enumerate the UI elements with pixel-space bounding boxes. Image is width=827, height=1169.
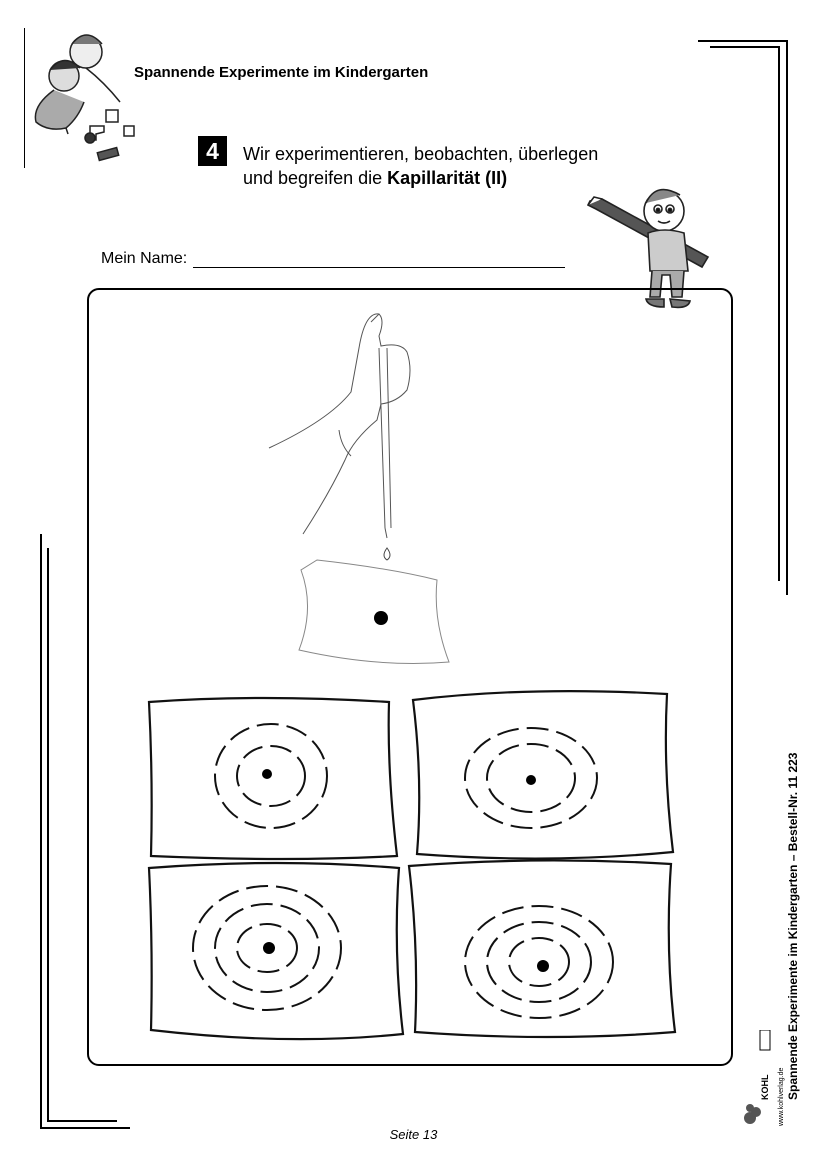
name-label: Mein Name: bbox=[101, 250, 188, 267]
worksheet-headline bbox=[243, 142, 598, 190]
publisher-logo-text: KOHL bbox=[760, 1074, 770, 1100]
ink-dot bbox=[374, 611, 388, 625]
paper-sheet bbox=[299, 560, 449, 664]
sheet-stage-4 bbox=[409, 860, 675, 1037]
name-write-line[interactable] bbox=[193, 250, 565, 268]
headline-topic: Kapillarität (II) bbox=[387, 168, 508, 188]
bottom-left-border-v1 bbox=[40, 534, 42, 1129]
publisher-url: www.kohlverlag.de bbox=[778, 1067, 785, 1126]
top-right-border-v2 bbox=[778, 46, 780, 581]
name-field bbox=[101, 250, 565, 268]
top-right-border-h2 bbox=[710, 46, 780, 48]
page-header-title: Spannende Experimente im Kindergarten bbox=[134, 64, 429, 81]
children-playing-illustration bbox=[24, 22, 136, 166]
headline-line-2: und begreifen die Kapillarität (II) bbox=[243, 168, 508, 188]
bottom-left-border-h2 bbox=[47, 1120, 117, 1122]
capillarity-experiment-illustration bbox=[89, 290, 731, 1064]
bottom-left-border-v2 bbox=[47, 548, 49, 1122]
page-number: Seite 13 bbox=[389, 1127, 438, 1142]
pipette-drawing bbox=[379, 348, 391, 538]
publisher-logo bbox=[742, 1030, 786, 1128]
chapter-number: 4 bbox=[198, 136, 227, 166]
sheet-stage-3 bbox=[149, 863, 403, 1039]
top-right-border-h1 bbox=[698, 40, 788, 42]
top-right-border-v1 bbox=[786, 40, 788, 595]
sidebar-publication-info: Spannende Experimente im Kindergarten – Bestell-Nr. 11 223 bbox=[786, 752, 800, 1100]
sheet-stage-2 bbox=[413, 691, 673, 858]
headline-line-1: Wir experimentieren, beobachten, überlegen bbox=[243, 144, 599, 164]
sheet-stage-1 bbox=[149, 698, 397, 859]
